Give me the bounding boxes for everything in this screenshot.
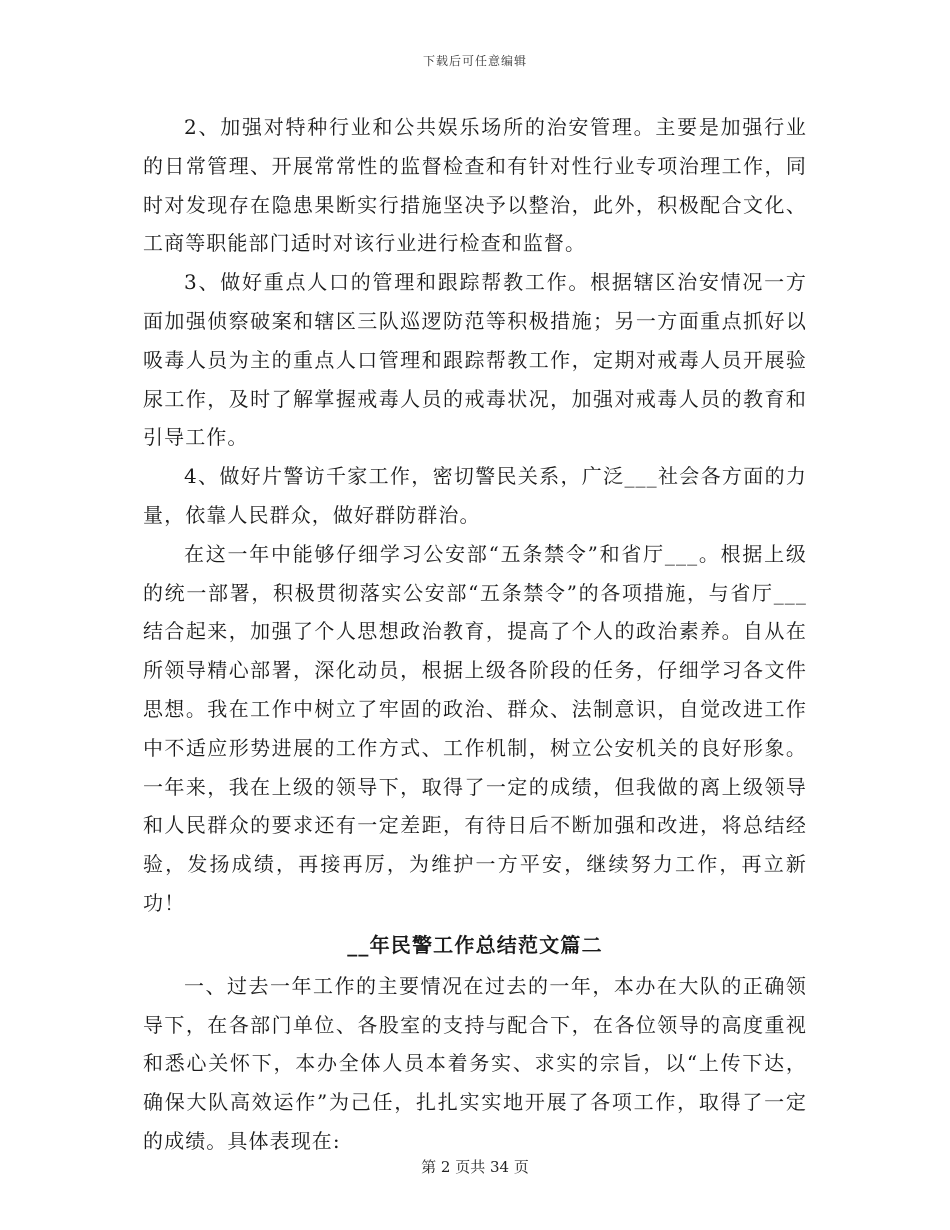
section-title: __年民警工作总结范文篇二 (347, 932, 603, 957)
document-body (143, 108, 807, 1161)
page-number: 第 2 页共 34 页 (421, 1158, 529, 1176)
paragraph-item-3: 3、做好重点人口的管理和跟踪帮教工作。根据辖区治安情况一方面加强侦察破案和辖区三队巡逻防范等积极措施；另一方面重点抓好以吸毒人员为主的重点人口管理和跟踪帮教工作，定期对戒毒人员开展验尿工作，及时了解掌握戒毒人员的戒毒状况，加强对戒毒人员的教育和引导工作。 (143, 270, 807, 450)
paragraph-summary: 在这一年中能够仔细学习公安部“五条禁令”和省厅___。根据上级的统一部署，积极贯彻落实公安部“五条禁令”的各项措施，与省厅___结合起来，加强了个人思想政治教育，提高了个人的政治素养。自从在所领导精心部署，深化动员，根据上级各阶段的任务，仔细学习各文件思想。我在工作中树立了牢固的政治、群众、法制意识，自觉改进工作中不适应形势进展的工作方式、工作机制，树立公安机关的良好形象。一年来，我在上级的领导下，取得了一定的成绩，但我做的离上级领导和人民群众的要求还有一定差距，有待日后不断加强和改进，将总结经验，发扬成绩，再接再厉，为维护一方平安，继续努力工作，再立新功！ (143, 541, 807, 915)
paragraph-item-2: 2、加强对特种行业和公共娱乐场所的治安管理。主要是加强行业的日常管理、开展常常性的监督检查和有针对性行业专项治理工作，同时对发现存在隐患果断实行措施坚决予以整治，此外，积极配合文化、工商等职能部门适时对该行业进行检查和监督。 (143, 115, 807, 256)
page-header-note: 下载后可任意编辑 (422, 54, 527, 68)
section-paragraph: 一、过去一年工作的主要情况在过去的一年，本办在大队的正确领导下，在各部门单位、各股室的支持与配合下，在各位领导的高度重视和悉心关怀下，本办全体人员本着务实、求实的宗旨，以“上传下达，确保大队高效运作”为己任，扎扎实实地开展了各项工作，取得了一定的成绩。具体表现在: (143, 973, 807, 1153)
paragraph-item-4: 4、做好片警访千家工作，密切警民关系，广泛___社会各方面的力量，依靠人民群众，做好群防群治。 (143, 464, 807, 527)
